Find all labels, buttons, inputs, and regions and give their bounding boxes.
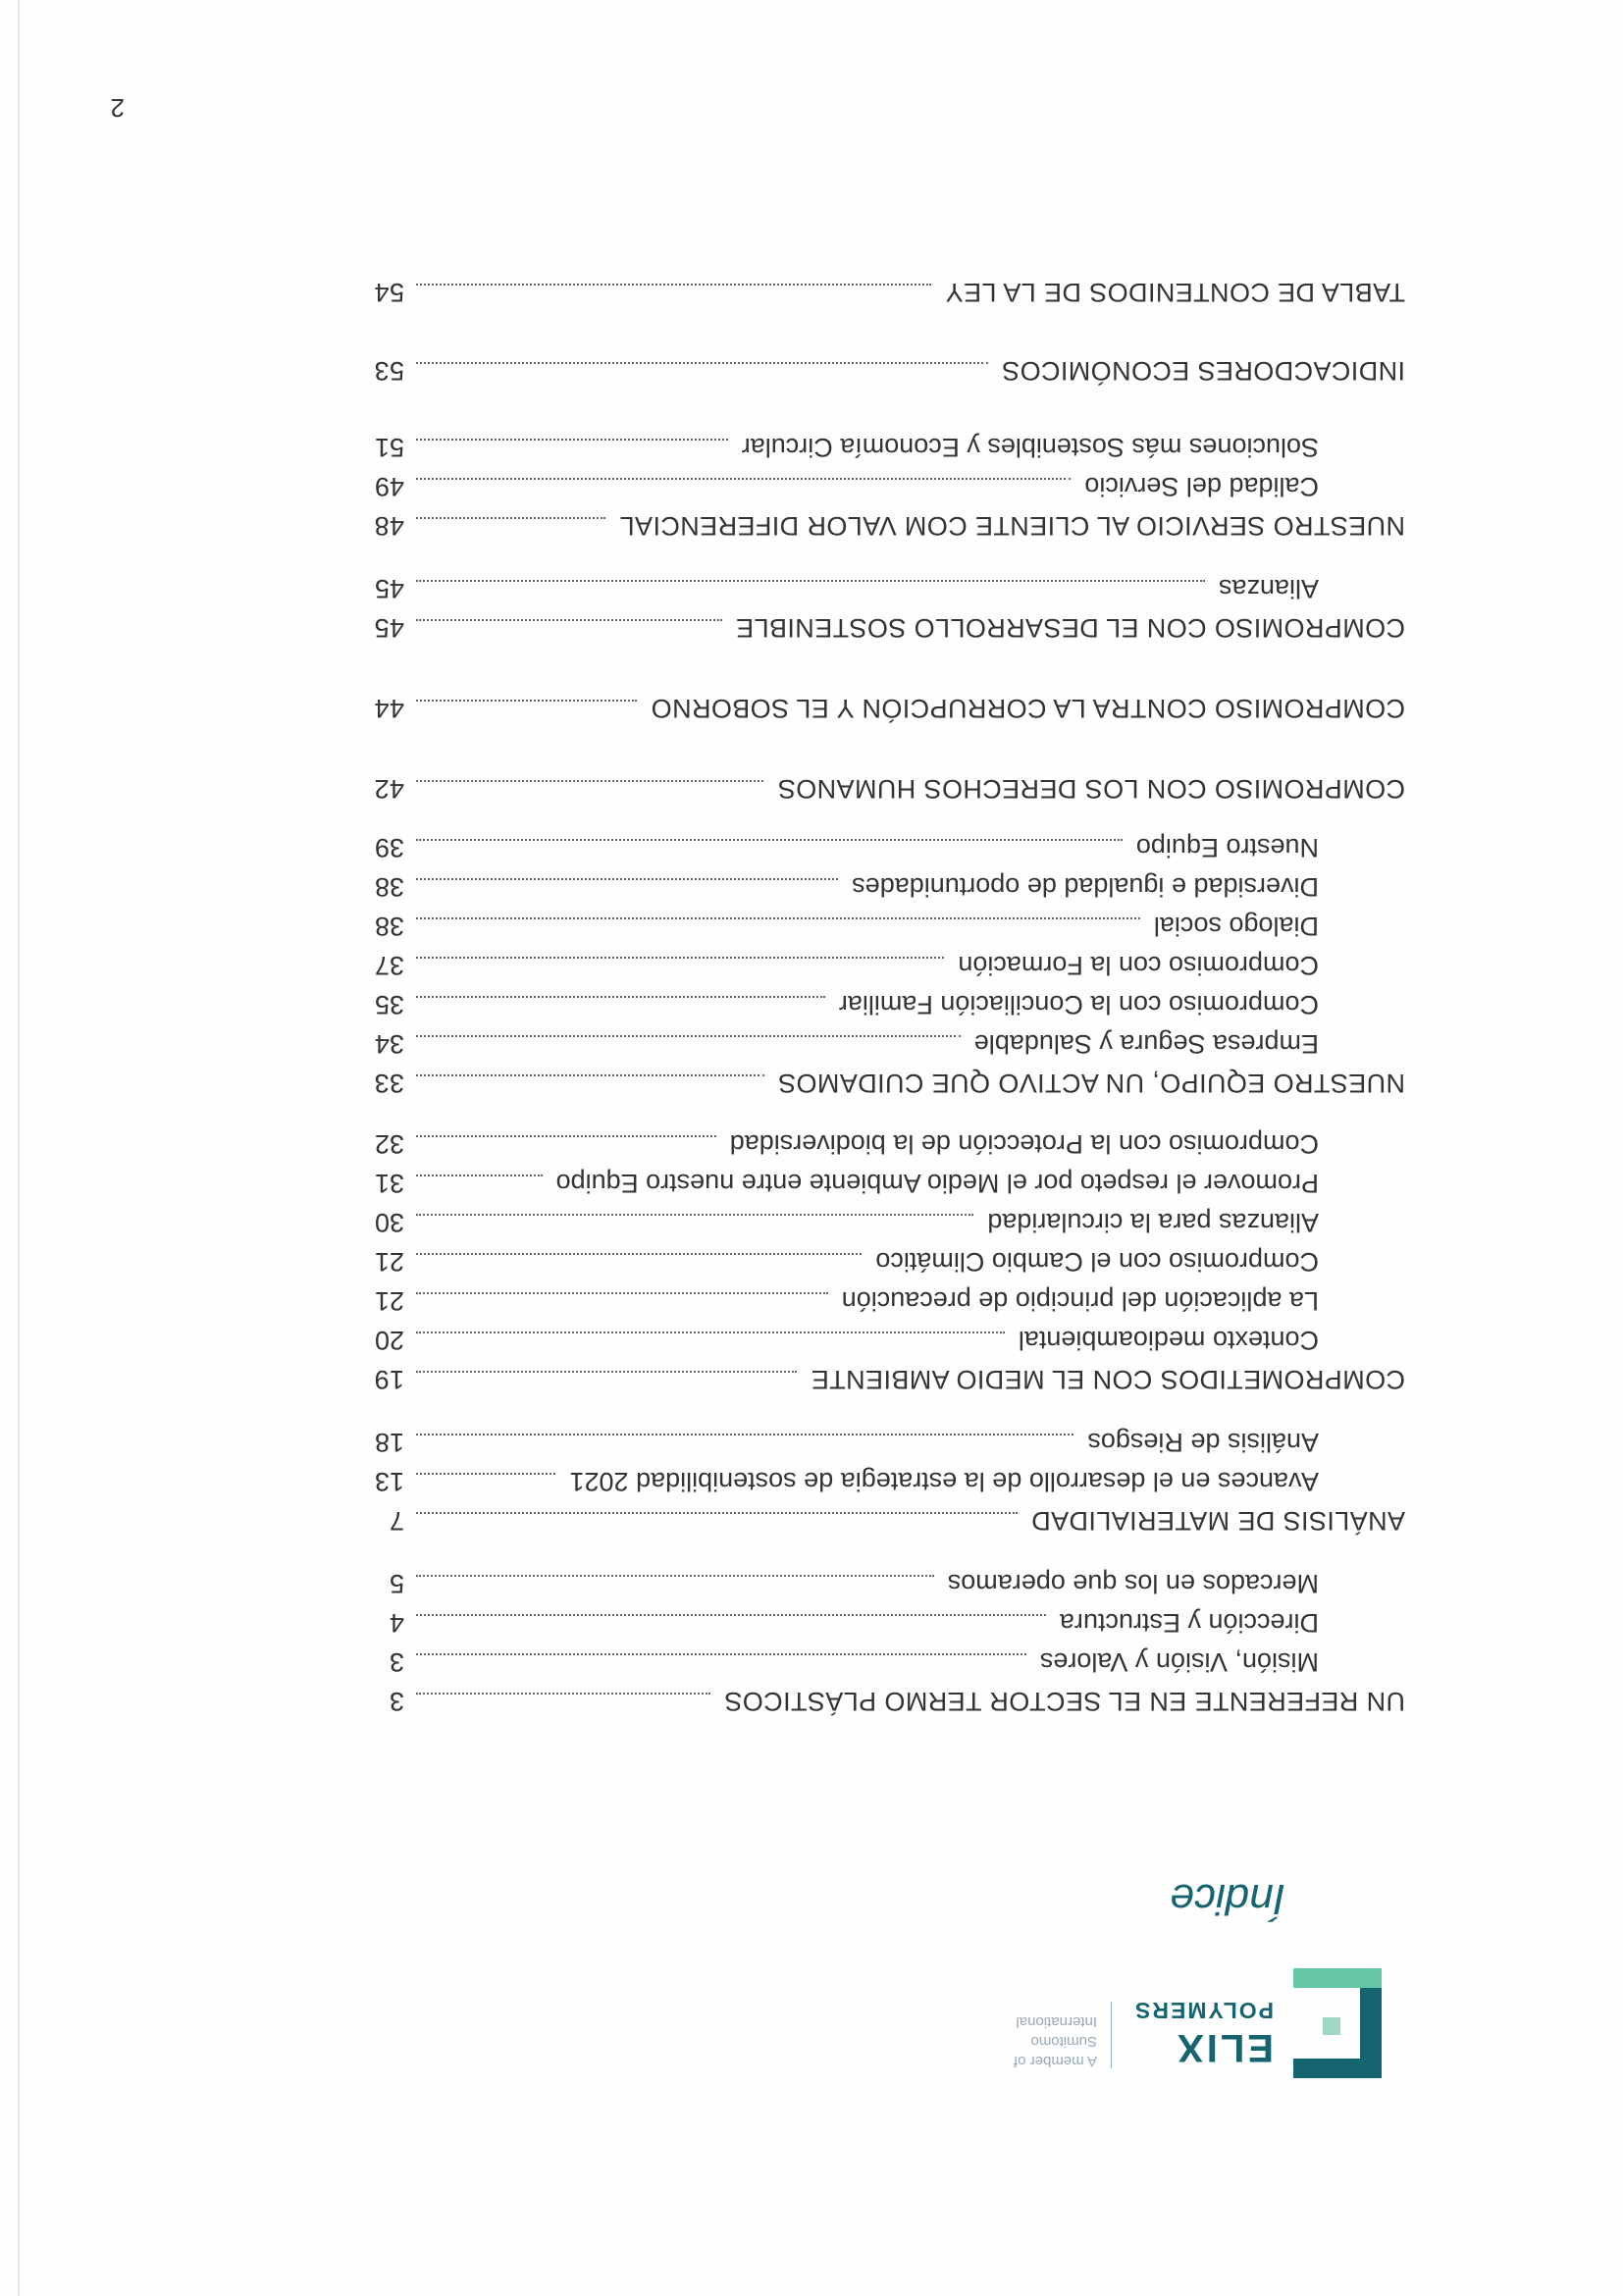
toc-entry-label: Contexto medioambiental	[1018, 1326, 1319, 1355]
toc-entry-page: 38	[374, 872, 404, 902]
toc-entry-label: Dialogo social	[1153, 912, 1319, 941]
toc-entry-page: 34	[374, 1029, 404, 1059]
toc-entry-page: 53	[374, 356, 404, 386]
toc-dot-leader	[416, 478, 1071, 482]
toc-entry-label: COMPROMISO CONTRA LA CORRUPCIÓN Y EL SOBORNO	[651, 694, 1405, 723]
toc-dot-leader	[416, 1074, 764, 1078]
toc-entry-label: NUESTRO EQUIPO, UN ACTIVO QUE CUIDAMOS	[777, 1069, 1405, 1098]
toc-entry-label: La aplicación del principio de precaución	[841, 1286, 1319, 1316]
toc-subsection	[369, 1126, 1319, 1162]
toc-subsection	[369, 1166, 1319, 1201]
toc-entry-page: 42	[374, 774, 404, 804]
toc-section	[369, 610, 1405, 646]
toc-entry-label: COMPROMISO CON EL DESARROLLO SOSTENIBLE	[735, 613, 1405, 643]
toc-entry-page: 19	[374, 1365, 404, 1394]
toc-entry-page: 21	[374, 1247, 404, 1277]
scan-edge	[18, 0, 20, 2296]
toc-dot-leader	[416, 1614, 1046, 1618]
toc-dot-leader	[416, 580, 1205, 584]
toc-section	[369, 508, 1405, 544]
toc-subsection	[369, 1283, 1319, 1319]
toc-entry-label: Promover el respeto por el Medio Ambiente entre nuestro Equipo	[555, 1169, 1319, 1198]
toc-entry-label: TABLA DE CONTENIDOS DE LA LEY	[945, 278, 1405, 307]
toc-dot-leader	[416, 1174, 543, 1178]
toc-entry-page: 31	[374, 1169, 404, 1198]
toc-dot-leader	[416, 1214, 973, 1218]
toc-entry-page: 13	[374, 1467, 404, 1496]
toc-section	[369, 771, 1405, 807]
toc-entry-page: 32	[374, 1129, 404, 1159]
page-title: Índice	[1170, 1875, 1285, 1923]
toc-subsection	[369, 1205, 1319, 1240]
toc-entry-label: COMPROMISO CON LOS DERECHOS HUMANOS	[777, 774, 1405, 804]
page-number: 2	[110, 93, 125, 123]
toc-entry-page: 30	[374, 1208, 404, 1237]
toc-entry-label: Alianzas	[1218, 574, 1319, 603]
toc-entry-label: UN REFERENTE EN EL SECTOR TERMO PLÁSTICOS	[723, 1687, 1405, 1716]
toc-entry-label: Diversidad e igualdad de oportunidades	[852, 872, 1319, 902]
toc-entry-page: 54	[374, 278, 404, 307]
toc-entry-page: 37	[374, 951, 404, 980]
toc-entry-page: 45	[374, 613, 404, 643]
toc-dot-leader	[416, 878, 838, 882]
toc-entry-page: 20	[374, 1326, 404, 1355]
logo-mark-icon	[1293, 1968, 1382, 2078]
toc-subsection	[369, 1425, 1319, 1460]
toc-subsection	[369, 1244, 1319, 1279]
toc-entry-label: Compromiso con el Cambio Climático	[875, 1247, 1319, 1277]
toc-entry-label: Compromiso con la Protección de la biodiversidad	[729, 1129, 1319, 1159]
toc-entry-page: 49	[374, 472, 404, 501]
toc-entry-label: COMPROMETIDOS CON EL MEDIO AMBIENTE	[811, 1365, 1405, 1394]
toc-subsection	[369, 1566, 1319, 1601]
toc-subsection	[369, 1644, 1319, 1680]
toc-section	[369, 1503, 1405, 1539]
logo-name: ELIX	[1175, 2026, 1274, 2069]
toc-subsection	[369, 430, 1319, 465]
toc-entry-page: 18	[374, 1428, 404, 1457]
toc-dot-leader	[416, 917, 1140, 921]
toc-dot-leader	[416, 1693, 710, 1696]
toc-entry-label: Nuestro Equipo	[1135, 833, 1319, 862]
toc-entry-page: 21	[374, 1286, 404, 1316]
toc-entry-page: 7	[389, 1506, 404, 1536]
toc-section	[369, 1684, 1405, 1719]
toc-dot-leader	[416, 1135, 716, 1139]
logo-tagline	[960, 2011, 1097, 2070]
toc-dot-leader	[416, 439, 728, 443]
toc-entry-page: 3	[389, 1647, 404, 1677]
toc-dot-leader	[416, 1575, 934, 1579]
toc-subsection	[369, 1026, 1319, 1062]
toc-subsection	[369, 948, 1319, 983]
toc-subsection	[369, 469, 1319, 504]
toc-entry-label: Misión, Visión y Valores	[1039, 1647, 1319, 1677]
toc-entry-page: 38	[374, 912, 404, 941]
toc-entry-page: 44	[374, 694, 404, 723]
toc-entry-page: 39	[374, 833, 404, 862]
toc-entry-page: 4	[389, 1608, 404, 1638]
toc-dot-leader	[416, 700, 637, 704]
toc-dot-leader	[416, 780, 763, 784]
toc-dot-leader	[416, 1512, 1018, 1516]
toc-entry-label: Compromiso con la Formación	[958, 951, 1319, 980]
toc-entry-label: INDICACDORES ECONÓMICOS	[1001, 356, 1405, 386]
toc-dot-leader	[416, 362, 988, 366]
logo-subname: POLYMERS	[1133, 1998, 1274, 2023]
toc-entry-page: 35	[374, 990, 404, 1019]
logo-divider	[1111, 2002, 1112, 2068]
toc-entry-label: Empresa Segura y Saludable	[973, 1029, 1319, 1059]
toc-entry-label: Avances en el desarrollo de la estrategia de sostenibilidad 2021	[569, 1467, 1319, 1496]
toc-subsection	[369, 1605, 1319, 1641]
toc-dot-leader	[416, 1035, 961, 1039]
toc-entry-page: 48	[374, 511, 404, 541]
company-logo	[1013, 1960, 1382, 2078]
toc-entry-page: 5	[389, 1569, 404, 1598]
toc-dot-leader	[416, 1653, 1026, 1657]
toc-entry-label: Alianzas para la circularidad	[987, 1208, 1319, 1237]
logo-tagline-line: International	[1016, 2013, 1097, 2030]
toc-section	[369, 1362, 1405, 1397]
toc-entry-label: Compromiso con la Conciliación Familiar	[838, 990, 1319, 1019]
toc-entry-label: Análisis de Riesgos	[1087, 1428, 1319, 1457]
toc-entry-page: 33	[374, 1069, 404, 1098]
toc-entry-page: 3	[389, 1687, 404, 1716]
toc-dot-leader	[416, 839, 1123, 843]
toc-entry-label: Soluciones más Sostenibles y Economía Circular	[741, 433, 1319, 462]
toc-subsection	[369, 1464, 1319, 1499]
toc-subsection	[369, 869, 1319, 905]
toc-entry-label: Mercados en los que operamos	[947, 1569, 1319, 1598]
toc-subsection	[369, 909, 1319, 944]
toc-dot-leader	[416, 1371, 797, 1375]
toc-entry-label: NUESTRO SERVICIO AL CLIENTE COM VALOR DIFERENCIAL	[619, 511, 1405, 541]
toc-section	[369, 1066, 1405, 1101]
toc-entry-page: 45	[374, 574, 404, 603]
toc-subsection	[369, 571, 1319, 606]
toc-dot-leader	[416, 517, 605, 521]
logo-tagline-line: A member of	[1013, 2053, 1097, 2069]
toc-section	[369, 353, 1405, 389]
toc-dot-leader	[416, 619, 722, 623]
toc-dot-leader	[416, 957, 944, 961]
toc-dot-leader	[416, 1292, 828, 1296]
toc-dot-leader	[416, 1473, 555, 1477]
toc-subsection	[369, 1323, 1319, 1358]
toc-entry-label: ANÁLISIS DE MATERIALIDAD	[1030, 1506, 1405, 1536]
toc-dot-leader	[416, 1434, 1073, 1437]
toc-subsection	[369, 987, 1319, 1022]
toc-entry-label: Calidad del Servicio	[1084, 472, 1319, 501]
toc-section	[369, 691, 1405, 726]
logo-tagline-line: Sumitomo	[1030, 2033, 1097, 2050]
toc-dot-leader	[416, 284, 931, 287]
toc-entry-label: Dirección y Estructura	[1059, 1608, 1319, 1638]
toc-dot-leader	[416, 1253, 862, 1257]
toc-dot-leader	[416, 996, 825, 1000]
toc-subsection	[369, 830, 1319, 865]
toc-entry-page: 51	[374, 433, 404, 462]
toc-dot-leader	[416, 1331, 1005, 1335]
toc-section	[369, 275, 1405, 310]
